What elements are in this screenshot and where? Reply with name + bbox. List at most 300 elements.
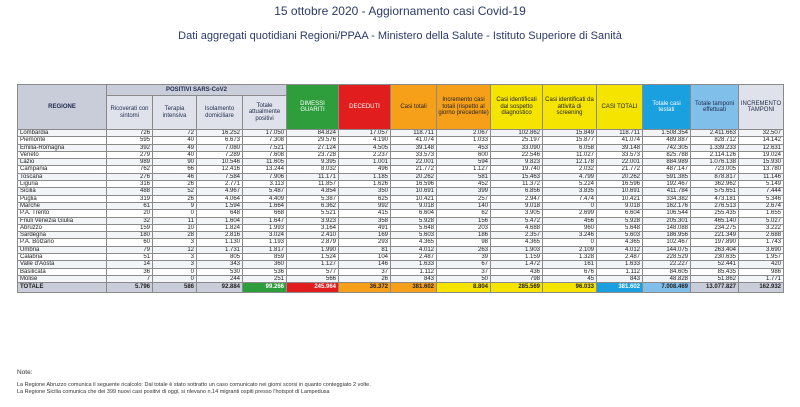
header-casi-testati: Totale casi testati [643,85,691,130]
value-cell: 7.080 [197,144,243,151]
value-cell: 6.604 [597,210,643,217]
value-cell: 0 [153,268,197,275]
value-cell: 3 [153,261,197,268]
header-dimessi-guariti: DIMESSI GUARITI [287,85,339,130]
value-cell: 10.421 [391,195,437,202]
value-cell: 244 [197,275,243,282]
value-cell: 276 [107,173,153,180]
value-cell: 33.573 [391,151,437,158]
value-cell: 15.877 [543,137,597,144]
total-value-cell: 162.932 [739,283,784,293]
value-cell: 12.631 [739,144,784,151]
value-cell: 45 [543,275,597,282]
value-cell: 1.604 [197,217,243,224]
value-cell: 11.372 [491,181,543,188]
value-cell: 4.012 [597,246,643,253]
value-cell: 828.712 [691,137,739,144]
region-cell: Toscana [18,173,107,180]
value-cell: 411.784 [643,188,691,195]
value-cell: 2.487 [597,254,643,261]
value-cell: 648 [197,210,243,217]
region-cell: Campania [18,166,107,173]
value-cell: 465.140 [691,217,739,224]
value-cell: 9.395 [287,159,339,166]
table-row [18,246,784,253]
value-cell: 1.076.138 [691,159,739,166]
value-cell: 144.075 [643,246,691,253]
value-cell: 3.923 [287,217,339,224]
value-cell: 2.357 [491,232,543,239]
value-cell: 60 [107,239,153,246]
value-cell: 230.635 [691,254,739,261]
value-cell: 488 [107,188,153,195]
value-cell: 843 [597,275,643,282]
value-cell: 146 [339,261,391,268]
value-cell: 5.928 [391,217,437,224]
value-cell: 32.507 [739,130,784,137]
header-casi-totali: Casi totali [391,85,437,130]
value-cell: 39.148 [391,144,437,151]
value-cell: 456 [543,217,597,224]
region-cell: Lazio [18,159,107,166]
value-cell: 5.487 [243,188,287,195]
table-row [18,137,784,144]
value-cell: 798 [491,275,543,282]
value-cell: 4.967 [197,188,243,195]
header-tamponi: Totale tamponi effettuati [691,85,739,130]
value-cell: 17.057 [339,130,391,137]
value-cell: 84.824 [287,130,339,137]
value-cell: 11.027 [543,151,597,158]
value-cell: 2.487 [391,254,437,261]
value-cell: 48.828 [643,275,691,282]
value-cell: 6.058 [543,144,597,151]
value-cell: 66 [153,166,197,173]
total-label: TOTALE [18,283,107,293]
value-cell: 90 [153,159,197,166]
value-cell: 343 [197,261,243,268]
value-cell: 255.435 [691,210,739,217]
total-value-cell: 96.033 [543,283,597,293]
value-cell: 1.472 [491,261,543,268]
table-row [18,217,784,224]
value-cell: 49 [153,144,197,151]
value-cell: 118.711 [391,130,437,137]
header-casi-sospetto: Casi identificati dal sospetto diagnostico [491,85,543,130]
value-cell: 399 [437,188,491,195]
table-row [18,159,784,166]
value-cell: 62 [437,210,491,217]
value-cell: 2.237 [339,151,391,158]
value-cell: 676 [543,268,597,275]
value-cell: 19.024 [739,151,784,158]
value-cell: 162.176 [643,202,691,209]
value-cell: 234.275 [691,224,739,231]
value-cell: 33.573 [597,151,643,158]
header-casi-totali-2: CASI TOTALI [597,85,643,130]
value-cell: 878.817 [691,173,739,180]
value-cell: 161 [543,261,597,268]
value-cell: 530 [197,268,243,275]
value-cell: 276.513 [691,202,739,209]
value-cell: 1.130 [197,239,243,246]
value-cell: 581 [437,173,491,180]
value-cell: 10.691 [597,188,643,195]
value-cell: 37 [339,268,391,275]
header-totale-positivi: Totale attualmente positivi [243,96,287,130]
value-cell: 625 [339,195,391,202]
value-cell: 2.109 [543,246,597,253]
region-cell: Abruzzo [18,224,107,231]
value-cell: 986 [739,268,784,275]
value-cell: 1.743 [739,239,784,246]
value-cell: 884.989 [643,159,691,166]
value-cell: 159 [107,224,153,231]
value-cell: 11 [153,217,197,224]
value-cell: 4.190 [339,137,391,144]
value-cell: 27.124 [287,144,339,151]
value-cell: 1.033 [437,137,491,144]
value-cell: 41.074 [597,137,643,144]
value-cell: 577 [287,268,339,275]
total-value-cell: 381.602 [597,283,643,293]
value-cell: 5.387 [287,195,339,202]
value-cell: 102.862 [491,130,543,137]
value-cell: 279 [107,151,153,158]
value-cell: 2.699 [543,210,597,217]
value-cell: 26 [153,181,197,188]
region-cell: Liguria [18,181,107,188]
value-cell: 21.772 [391,166,437,173]
value-cell: 1.647 [243,217,287,224]
total-value-cell: 285.569 [491,283,543,293]
header-incremento-tamponi: INCREMENTO TAMPONI [739,85,784,130]
total-value-cell: 8.804 [437,283,491,293]
value-cell: 1.817 [243,246,287,253]
table-row [18,254,784,261]
value-cell: 4.365 [597,239,643,246]
total-row [18,283,784,293]
notes-section [17,369,783,396]
value-cell: 6.362 [287,202,339,209]
value-cell: 228.529 [643,254,691,261]
value-cell: 1.001 [339,159,391,166]
value-cell: 316 [107,181,153,188]
covid-data-table [17,84,784,293]
table-row [18,144,784,151]
value-cell: 257 [437,195,491,202]
value-cell: 37 [437,268,491,275]
total-value-cell: 13.077.827 [691,283,739,293]
value-cell: 26 [153,195,197,202]
value-cell: 3.222 [739,224,784,231]
value-cell: 7 [107,275,153,282]
value-cell: 2.947 [491,195,543,202]
value-cell: 0 [543,202,597,209]
value-cell: 40 [153,137,197,144]
value-cell: 7.906 [243,173,287,180]
page-subtitle: Dati aggregati quotidiani Regioni/PPAA - Ministero della Salute - Istituto Superiore di Sanità [178,30,622,42]
region-cell: P.A. Trento [18,210,107,217]
value-cell: 106.544 [643,210,691,217]
value-cell: 186 [437,232,491,239]
value-cell: 591.385 [643,173,691,180]
value-cell: 9.823 [491,159,543,166]
value-cell: 79 [107,246,153,253]
value-cell: 186.956 [643,232,691,239]
value-cell: 4.505 [339,144,391,151]
region-cell: Marche [18,202,107,209]
value-cell: 1.127 [287,261,339,268]
value-cell: 742.305 [643,144,691,151]
value-cell: 3.113 [243,181,287,188]
value-cell: 1.339.233 [691,144,739,151]
value-cell: 19.740 [491,166,543,173]
table-row [18,275,784,282]
value-cell: 46 [153,173,197,180]
value-cell: 11.171 [287,173,339,180]
value-cell: 5.521 [287,210,339,217]
value-cell: 2.032 [543,166,597,173]
region-cell: Piemonte [18,137,107,144]
header-terapia-intensiva: Terapia intensiva [153,96,197,130]
value-cell: 487.147 [643,166,691,173]
value-cell: 15.463 [491,173,543,180]
value-cell: 7.521 [243,144,287,151]
value-cell: 169 [339,232,391,239]
value-cell: 251 [243,275,287,282]
value-cell: 5.928 [597,217,643,224]
value-cell: 1.824 [197,224,243,231]
value-cell: 7.608 [243,151,287,158]
value-cell: 7.444 [739,188,784,195]
header-incremento-casi: Incremento casi totali (rispetto al giorno precedente) [437,85,491,130]
value-cell: 415 [339,210,391,217]
value-cell: 1.594 [197,202,243,209]
value-cell: 1.957 [739,254,784,261]
header-deceduti: DECEDUTI [339,85,391,130]
value-cell: 5.224 [543,181,597,188]
value-cell: 762 [107,166,153,173]
value-cell: 192.467 [643,181,691,188]
region-cell: Emilia-Romagna [18,144,107,151]
header-isolamento: Isolamento domiciliare [197,96,243,130]
value-cell: 20.262 [597,173,643,180]
value-cell: 5.149 [739,181,784,188]
value-cell: 15.930 [739,159,784,166]
value-cell: 992 [339,202,391,209]
value-cell: 205.301 [643,217,691,224]
value-cell: 1.655 [739,210,784,217]
region-cell: Lombardia [18,130,107,137]
value-cell: 1.159 [491,254,543,261]
value-cell: 536 [243,268,287,275]
value-cell: 1.903 [491,246,543,253]
value-cell: 51 [107,254,153,261]
value-cell: 3.024 [243,232,287,239]
value-cell: 85.435 [691,268,739,275]
value-cell: 960 [543,224,597,231]
value-cell: 2.879 [287,239,339,246]
table-row [18,202,784,209]
value-cell: 13.780 [739,166,784,173]
value-cell: 12.178 [543,159,597,166]
value-cell: 5.603 [597,232,643,239]
value-cell: 17.050 [243,130,287,137]
value-cell: 7.289 [197,151,243,158]
value-cell: 5.603 [391,232,437,239]
value-cell: 5.648 [391,224,437,231]
value-cell: 11.605 [243,159,287,166]
value-cell: 595 [107,137,153,144]
value-cell: 825.788 [643,151,691,158]
value-cell: 1.633 [597,261,643,268]
value-cell: 319 [107,195,153,202]
value-cell: 491 [339,224,391,231]
value-cell: 7.584 [197,173,243,180]
value-cell: 40 [153,151,197,158]
value-cell: 293 [339,239,391,246]
value-cell: 3.246 [543,232,597,239]
value-cell: 118.711 [597,130,643,137]
value-cell: 20.262 [391,173,437,180]
value-cell: 3.905 [491,210,543,217]
value-cell: 15.849 [543,130,597,137]
value-cell: 594 [437,159,491,166]
value-cell: 51.862 [691,275,739,282]
value-cell: 1.524 [287,254,339,261]
value-cell: 26 [339,275,391,282]
value-cell: 20 [107,210,153,217]
value-cell: 16.596 [391,181,437,188]
value-cell: 436 [491,268,543,275]
value-cell: 22.001 [597,159,643,166]
table-row [18,210,784,217]
region-cell: Molise [18,275,107,282]
value-cell: 420 [739,261,784,268]
value-cell: 36 [107,268,153,275]
value-cell: 21.772 [597,166,643,173]
table-row [18,239,784,246]
region-cell: Puglia [18,195,107,202]
value-cell: 360 [243,261,287,268]
value-cell: 453 [437,144,491,151]
total-value-cell: 36.372 [339,283,391,293]
region-cell: Basilicata [18,268,107,275]
value-cell: 10.421 [597,195,643,202]
region-cell: Calabria [18,254,107,261]
value-cell: 22.001 [391,159,437,166]
value-cell: 392 [107,144,153,151]
table-body [18,130,784,293]
table-row [18,232,784,239]
value-cell: 4.409 [243,195,287,202]
value-cell: 2.688 [739,232,784,239]
value-cell: 3 [153,239,197,246]
value-cell: 10.546 [197,159,243,166]
value-cell: 67 [437,261,491,268]
value-cell: 334.382 [643,195,691,202]
value-cell: 148.088 [643,224,691,231]
value-cell: 12 [153,246,197,253]
total-value-cell: 381.602 [391,283,437,293]
value-cell: 197.890 [691,239,739,246]
value-cell: 23.728 [287,151,339,158]
value-cell: 29.576 [287,137,339,144]
region-cell: Veneto [18,151,107,158]
value-cell: 4.365 [391,239,437,246]
region-cell: Friuli Venezia Giulia [18,217,107,224]
value-cell: 496 [339,166,391,173]
value-cell: 5.346 [739,195,784,202]
value-cell: 362.962 [691,181,739,188]
value-cell: 0 [153,275,197,282]
region-cell: Sardegna [18,232,107,239]
value-cell: 350 [339,188,391,195]
table-row [18,188,784,195]
value-cell: 22.227 [643,261,691,268]
value-cell: 72 [153,130,197,137]
value-cell: 263.404 [691,246,739,253]
value-cell: 7.474 [543,195,597,202]
value-cell: 12.416 [197,166,243,173]
value-cell: 989 [107,159,153,166]
table-row [18,261,784,268]
value-cell: 61 [107,202,153,209]
value-cell: 14.142 [739,137,784,144]
value-cell: 1.112 [391,268,437,275]
value-cell: 1.193 [243,239,287,246]
value-cell: 473.181 [691,195,739,202]
value-cell: 39.148 [597,144,643,151]
table-row [18,181,784,188]
value-cell: 8.032 [287,166,339,173]
value-cell: 489.887 [643,137,691,144]
region-cell: Sicilia [18,188,107,195]
value-cell: 98 [437,239,491,246]
region-cell: P.A. Bolzano [18,239,107,246]
value-cell: 859 [243,254,287,261]
value-cell: 9 [153,202,197,209]
value-cell: 2.411.663 [691,130,739,137]
value-cell: 32 [107,217,153,224]
value-cell: 10.691 [391,188,437,195]
value-cell: 2.771 [197,181,243,188]
total-value-cell: 245.964 [287,283,339,293]
value-cell: 33.090 [491,144,543,151]
table-row [18,166,784,173]
value-cell: 81 [339,246,391,253]
value-cell: 2.067 [437,130,491,137]
value-cell: 7.308 [243,137,287,144]
value-cell: 28 [153,232,197,239]
total-value-cell: 5.796 [107,283,153,293]
value-cell: 2.674 [739,202,784,209]
value-cell: 723.005 [691,166,739,173]
value-cell: 180 [107,232,153,239]
table-row [18,224,784,231]
value-cell: 52 [153,188,197,195]
value-cell: 1.508.354 [643,130,691,137]
total-value-cell: 99.266 [243,283,287,293]
value-cell: 1.626 [339,181,391,188]
value-cell: 9.018 [491,202,543,209]
value-cell: 1.664 [243,202,287,209]
value-cell: 263 [437,246,491,253]
table-row [18,268,784,275]
value-cell: 16.596 [597,181,643,188]
value-cell: 39 [437,254,491,261]
